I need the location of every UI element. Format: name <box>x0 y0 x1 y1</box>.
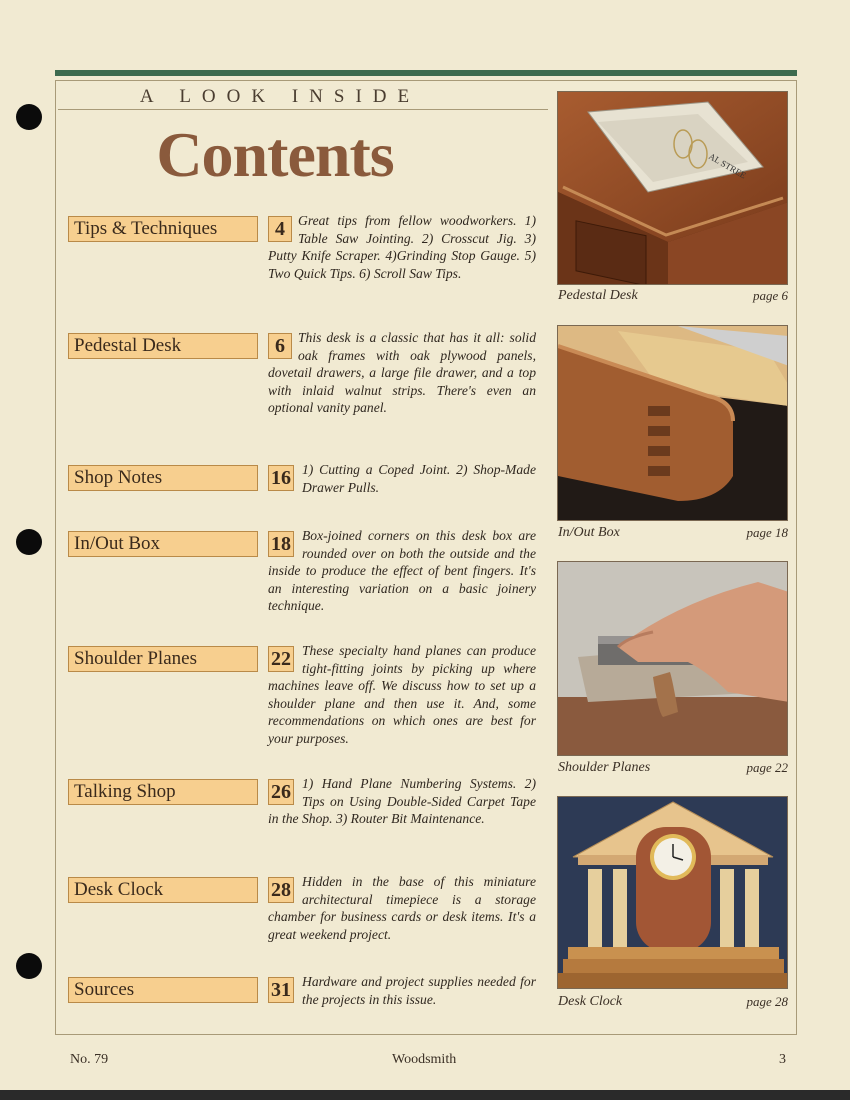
photo-page-ref: page 28 <box>746 994 788 1009</box>
kicker-divider <box>58 109 548 110</box>
entry-label[interactable]: Talking Shop <box>68 779 258 805</box>
entry-description: Box-joined corners on this desk box are rounded over on both the outside and the inside to produce the effect of bent fingers. It's an interesting variation on a basic joinery technique. <box>268 528 536 614</box>
entry-page-number[interactable]: 16 <box>268 465 294 491</box>
photo-page-ref: page 6 <box>752 288 788 303</box>
photo-caption: In/Out Box page 18 <box>558 525 788 540</box>
entry-description: Hidden in the base of this miniature architectural timepiece is a storage chamber for business cards or desk items. It's a great weekend project. <box>268 874 536 942</box>
entry-label[interactable]: Shop Notes <box>68 465 258 491</box>
desk-clock-image <box>558 797 788 989</box>
entry-page-number[interactable]: 28 <box>268 877 294 903</box>
entry-description: Hardware and project supplies needed for the projects in this issue. <box>302 974 536 1007</box>
entry-description: This desk is a classic that has it all: solid oak frames with oak plywood panels, dovetail drawers, a large file drawer, and a top with inlaid walnut strips. There's even an optional vanity panel. <box>268 330 536 416</box>
entry-label[interactable]: Tips & Techniques <box>68 216 258 242</box>
in-out-box-image <box>558 326 788 521</box>
binder-hole-middle <box>16 529 42 555</box>
entry-description: 1) Cutting a Coped Joint. 2) Shop-Made Drawer Pulls. <box>302 462 536 495</box>
svg-text:AL STREE: AL STREE <box>707 151 748 181</box>
desk-clock-photo <box>557 796 788 989</box>
entry-page-number[interactable]: 22 <box>268 646 294 672</box>
shoulder-planes-image <box>558 562 788 756</box>
issue-number: No. 79 <box>70 1052 109 1067</box>
photo-page-ref: page 22 <box>746 760 788 775</box>
photo-caption: Pedestal Desk page 6 <box>558 288 788 303</box>
entry-label[interactable]: Desk Clock <box>68 877 258 903</box>
page-title: Contents <box>156 119 394 190</box>
entry-label[interactable]: Pedestal Desk <box>68 333 258 359</box>
header-rule <box>55 70 797 76</box>
magazine-name: Woodsmith <box>392 1052 457 1067</box>
entry-page-number[interactable]: 18 <box>268 531 294 557</box>
photo-caption: Shoulder Planes page 22 <box>558 760 788 775</box>
page-number: 3 <box>779 1052 786 1067</box>
in-out-box-photo <box>557 325 788 521</box>
entry-label[interactable]: Sources <box>68 977 258 1003</box>
entry-description: 1) Hand Plane Numbering Systems. 2) Tips on Using Double-Sided Carpet Tape in the Shop. 3) Router Bit Maintenance. <box>268 776 536 827</box>
pedestal-desk-photo <box>557 91 788 285</box>
photo-page-ref: page 18 <box>746 525 788 540</box>
binder-hole-top <box>16 104 42 130</box>
entry-description: Great tips from fellow woodworkers. 1) Table Saw Jointing. 2) Crosscut Jig. 3) Putty Knife Scraper. 4)Grinding Stop Gauge. 5) Two Quick Tips. 6) Scroll Saw Tips. <box>268 213 536 281</box>
entry-description: These specialty hand planes can produce tight-fitting joints by picking up where machines leave off. We discuss how to set up a shoulder plane and then use it. And, some recommendations on which ones are best for your purposes. <box>268 643 536 746</box>
entry-label[interactable]: Shoulder Planes <box>68 646 258 672</box>
photo-caption: Desk Clock page 28 <box>558 994 788 1009</box>
entry-page-number[interactable]: 26 <box>268 779 294 805</box>
binder-hole-bottom <box>16 953 42 979</box>
section-kicker: A LOOK INSIDE <box>139 86 421 107</box>
pedestal-desk-image <box>558 92 788 285</box>
entry-page-number[interactable]: 31 <box>268 977 294 1003</box>
entry-page-number[interactable]: 4 <box>268 216 292 242</box>
shoulder-planes-photo <box>557 561 788 756</box>
entry-page-number[interactable]: 6 <box>268 333 292 359</box>
scan-edge <box>0 1090 850 1100</box>
entry-label[interactable]: In/Out Box <box>68 531 258 557</box>
